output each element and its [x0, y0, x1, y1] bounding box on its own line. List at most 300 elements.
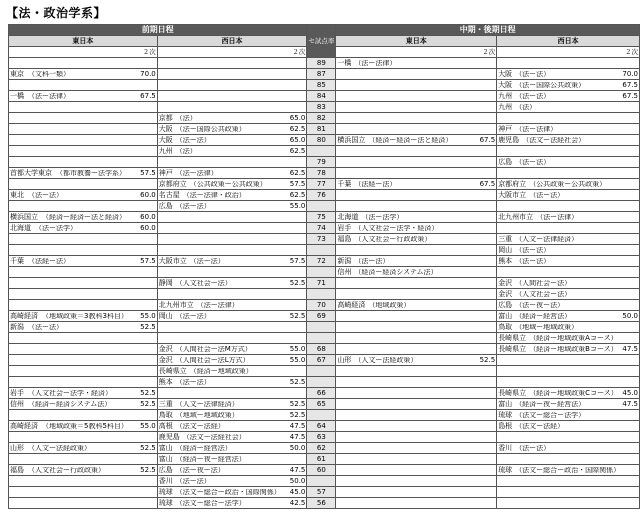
- entry: [10, 214, 156, 221]
- entry: [498, 324, 638, 331]
- entry-cell-d: [497, 289, 640, 300]
- second-exam-score: 52.5: [289, 311, 306, 320]
- table-row: [9, 377, 640, 388]
- university-name: 福島: [337, 234, 352, 243]
- entry-cell-a: [9, 366, 158, 377]
- entry: [159, 203, 306, 210]
- table-row: [9, 201, 640, 212]
- entry: [337, 225, 495, 232]
- university-name: 福島: [10, 465, 24, 474]
- entry-cell-a: [9, 421, 158, 432]
- entry: [498, 214, 638, 221]
- entry-cell-b: [157, 333, 307, 344]
- department-name: （経済ー経営法）: [515, 312, 572, 320]
- score-cell: 70: [307, 300, 336, 311]
- score-cell: [307, 476, 336, 487]
- department-name: （人文社会ー行政政策）: [28, 466, 105, 474]
- score-cell: 81: [307, 124, 336, 135]
- second-exam-score: 60.0: [140, 212, 156, 221]
- entry: [498, 280, 638, 287]
- entry-cell-c: [336, 300, 497, 311]
- university-name: 北海道: [10, 223, 31, 232]
- entry-cell-d: [497, 157, 640, 168]
- university-name: 三重: [158, 399, 173, 408]
- second-exam-score: 62.5: [289, 124, 306, 133]
- second-exam-score: 42.5: [289, 498, 306, 507]
- entry-cell-d: [497, 421, 640, 432]
- department-name: （地域政策＝5教科5科目）: [42, 422, 128, 430]
- entry: [498, 390, 638, 397]
- header-early-west-second: ２次: [157, 47, 307, 58]
- university-name: 琉球: [498, 465, 513, 474]
- entry: [498, 346, 638, 353]
- second-exam-score: 62.5: [289, 168, 306, 177]
- entry-cell-b: [157, 399, 307, 410]
- table-row: [9, 190, 640, 201]
- department-name: （法ー法）: [175, 378, 211, 386]
- department-name: （人文社会ー行政政策）: [354, 235, 432, 243]
- department-name: （法ー法）: [529, 191, 565, 199]
- entry-cell-a: [9, 410, 158, 421]
- entry: [159, 181, 306, 188]
- entry-cell-a: [9, 179, 158, 190]
- entry-cell-c: [336, 476, 497, 487]
- score-table: [8, 24, 640, 509]
- university-name: 九州: [498, 102, 513, 111]
- entry-cell-d: [497, 212, 640, 223]
- department-name: （法ー法律・政治）: [182, 191, 246, 199]
- university-name: 北九州市立: [498, 212, 534, 221]
- university-name: 神戸: [158, 168, 173, 177]
- entry-cell-d: [497, 432, 640, 443]
- header-early-west: 西日本: [157, 36, 307, 47]
- header-kyotsu: セ試点率: [307, 25, 336, 58]
- university-name: 北九州市立: [158, 300, 194, 309]
- entry: [498, 412, 638, 419]
- entry-cell-d: [497, 366, 640, 377]
- entry-cell-a: [9, 443, 158, 454]
- entry-cell-a: [9, 69, 158, 80]
- university-name: 富山: [498, 399, 513, 408]
- department-name: （文科一類）: [28, 70, 70, 78]
- department-name: （法）: [175, 114, 197, 122]
- university-name: 名古屋: [158, 190, 180, 199]
- entry-cell-a: [9, 135, 158, 146]
- table-row: [9, 113, 640, 124]
- department-name: （法）: [515, 103, 537, 111]
- entry: [337, 137, 495, 144]
- university-name: 一橋: [337, 58, 352, 67]
- entry-cell-d: [497, 388, 640, 399]
- university-name: 千葉: [10, 256, 24, 265]
- entry-cell-c: [336, 399, 497, 410]
- entry-cell-c: [336, 410, 497, 421]
- university-name: 熊本: [498, 256, 513, 265]
- second-exam-score: 50.0: [289, 476, 306, 485]
- score-cell: [307, 267, 336, 278]
- table-row: [9, 234, 640, 245]
- university-name: 山形: [10, 443, 24, 452]
- entry-cell-a: [9, 388, 158, 399]
- department-name: （法ー法）: [515, 257, 551, 265]
- entry: [159, 434, 306, 441]
- university-name: 信州: [337, 267, 352, 276]
- university-name: 京都府立: [158, 179, 187, 188]
- entry-cell-a: [9, 223, 158, 234]
- entry: [10, 258, 156, 265]
- entry: [159, 445, 306, 452]
- second-exam-score: 50.0: [622, 311, 638, 320]
- university-name: 大阪: [158, 135, 173, 144]
- entry-cell-a: [9, 344, 158, 355]
- entry: [498, 192, 638, 199]
- university-name: 富山: [158, 454, 173, 463]
- university-name: 長崎県立: [498, 333, 527, 342]
- entry-cell-b: [157, 322, 307, 333]
- header-late-west: 西日本: [497, 36, 640, 47]
- table-row: [9, 102, 640, 113]
- entry-cell-d: [497, 344, 640, 355]
- score-cell: [307, 366, 336, 377]
- university-name: 岩手: [10, 388, 24, 397]
- entry: [10, 170, 156, 177]
- entry: [498, 247, 638, 254]
- second-exam-score: 67.5: [479, 135, 496, 144]
- university-name: 大阪市立: [158, 256, 187, 265]
- table-row: [9, 168, 640, 179]
- second-exam-score: 57.5: [289, 256, 306, 265]
- entry: [159, 137, 306, 144]
- table-row: [9, 454, 640, 465]
- entry-cell-c: [336, 168, 497, 179]
- entry: [159, 170, 306, 177]
- table-row: [9, 179, 640, 190]
- entry-cell-d: [497, 465, 640, 476]
- university-name: 千葉: [337, 179, 352, 188]
- university-name: 高崎経済: [10, 421, 38, 430]
- table-row: [9, 58, 640, 69]
- entry: [10, 93, 156, 100]
- entry: [159, 126, 306, 133]
- entry-cell-c: [336, 201, 497, 212]
- second-exam-score: 52.5: [289, 399, 306, 408]
- entry-cell-a: [9, 476, 158, 487]
- entry-cell-c: [336, 432, 497, 443]
- entry-cell-b: [157, 256, 307, 267]
- department-name: （法文ー総合ー政治・国際関係）: [175, 488, 281, 496]
- department-name: （人文社会ー法）: [175, 279, 232, 287]
- second-exam-score: 45.0: [289, 487, 306, 496]
- entry-cell-d: [497, 80, 640, 91]
- second-exam-score: 45.0: [622, 388, 638, 397]
- table-row: [9, 443, 640, 454]
- entry-cell-b: [157, 355, 307, 366]
- department-name: （人間社会ー法L方式）: [175, 356, 250, 364]
- university-name: 琉球: [158, 498, 173, 507]
- department-name: （法ー法）: [175, 312, 211, 320]
- entry-cell-a: [9, 245, 158, 256]
- second-exam-score: 47.5: [289, 421, 306, 430]
- entry: [498, 445, 638, 452]
- table-row: [9, 410, 640, 421]
- entry: [159, 489, 306, 496]
- entry: [10, 192, 156, 199]
- entry-cell-c: [336, 443, 497, 454]
- second-exam-score: 52.5: [140, 388, 156, 397]
- table-row: [9, 223, 640, 234]
- entry-cell-d: [497, 190, 640, 201]
- entry: [498, 236, 638, 243]
- table-row: [9, 498, 640, 509]
- entry-cell-a: [9, 498, 158, 509]
- university-name: 一橋: [10, 91, 24, 100]
- second-exam-score: 62.5: [289, 190, 306, 199]
- university-name: 琉球: [498, 410, 513, 419]
- university-name: 東京: [10, 69, 24, 78]
- entry-cell-a: [9, 355, 158, 366]
- entry: [498, 181, 638, 188]
- second-exam-score: 57.5: [289, 179, 306, 188]
- entry: [498, 159, 638, 166]
- university-name: 岩手: [337, 223, 352, 232]
- second-exam-score: 67.5: [622, 91, 638, 100]
- second-exam-score: 52.5: [140, 443, 156, 452]
- score-cell: 85: [307, 80, 336, 91]
- entry: [10, 324, 156, 331]
- second-exam-score: 47.5: [289, 465, 306, 474]
- entry-cell-d: [497, 278, 640, 289]
- university-name: 広島: [498, 300, 513, 309]
- entry-cell-c: [336, 91, 497, 102]
- entry-cell-a: [9, 432, 158, 443]
- university-name: 琉球: [158, 487, 173, 496]
- second-exam-score: 47.5: [622, 344, 638, 353]
- entry: [498, 82, 638, 89]
- entry-cell-b: [157, 234, 307, 245]
- university-name: 岡山: [158, 311, 173, 320]
- entry: [10, 467, 156, 474]
- department-name: （法ー法）: [175, 477, 211, 485]
- second-exam-score: 55.0: [289, 344, 306, 353]
- department-name: （法ー法）: [354, 257, 390, 265]
- department-name: （法ー法）: [515, 444, 551, 452]
- university-name: 新潟: [10, 322, 24, 331]
- entry-cell-b: [157, 300, 307, 311]
- entry-cell-c: [336, 278, 497, 289]
- header-early-east-second: ２次: [9, 47, 158, 58]
- university-name: 金沢: [498, 278, 513, 287]
- score-cell: [307, 322, 336, 333]
- department-name: （人文社会ー法学・経済）: [28, 389, 112, 397]
- department-name: （法ー法）: [175, 202, 211, 210]
- entry-cell-a: [9, 146, 158, 157]
- second-exam-score: 57.5: [140, 256, 156, 265]
- entry-cell-c: [336, 135, 497, 146]
- entry: [337, 236, 495, 243]
- entry-cell-b: [157, 58, 307, 69]
- entry-cell-d: [497, 355, 640, 366]
- entry: [498, 313, 638, 320]
- entry-cell-d: [497, 487, 640, 498]
- department-name: （経済ー地域政策）: [189, 367, 253, 375]
- entry: [498, 401, 638, 408]
- score-cell: 73: [307, 234, 336, 245]
- table-row: [9, 256, 640, 267]
- department-name: （人文社会ー法学・経済）: [354, 224, 439, 232]
- department-name: （人間社会ー法M方式）: [175, 345, 252, 353]
- entry-cell-b: [157, 498, 307, 509]
- entry-cell-d: [497, 179, 640, 190]
- entry-cell-a: [9, 201, 158, 212]
- entry-cell-c: [336, 58, 497, 69]
- entry-cell-c: [336, 102, 497, 113]
- entry-cell-c: [336, 80, 497, 91]
- entry-cell-c: [336, 190, 497, 201]
- department-name: （法文ー法経）: [515, 422, 565, 430]
- entry-cell-a: [9, 168, 158, 179]
- department-name: （法ー法律）: [354, 59, 397, 67]
- university-name: 新潟: [337, 256, 352, 265]
- score-cell: 72: [307, 256, 336, 267]
- score-cell: [307, 201, 336, 212]
- entry-cell-a: [9, 58, 158, 69]
- score-cell: 71: [307, 278, 336, 289]
- department-name: （法ー国際公共政策）: [515, 81, 586, 89]
- entry: [337, 258, 495, 265]
- department-name: （都市教養ー法学系）: [56, 169, 126, 177]
- university-name: 長崎県立: [498, 344, 527, 353]
- entry: [498, 104, 638, 111]
- entry-cell-c: [336, 377, 497, 388]
- score-cell: 66: [307, 388, 336, 399]
- entry: [159, 412, 306, 419]
- department-name: （経済ー経済ー法と経済）: [368, 136, 453, 144]
- department-name: （経済ー経済ー法と経済）: [42, 213, 126, 221]
- second-exam-score: 62.5: [289, 146, 306, 155]
- table-row: [9, 388, 640, 399]
- department-name: （経済ー経済システム法）: [28, 400, 112, 408]
- university-name: 広島: [158, 465, 173, 474]
- university-name: 金沢: [158, 344, 173, 353]
- score-cell: [307, 333, 336, 344]
- second-exam-score: 52.5: [479, 355, 496, 364]
- table-row: [9, 421, 640, 432]
- score-cell: 82: [307, 113, 336, 124]
- entry-cell-b: [157, 487, 307, 498]
- department-name: （法ー国際公共政策）: [175, 125, 246, 133]
- entry: [10, 71, 156, 78]
- header-late-east: 東日本: [336, 36, 497, 47]
- department-name: （法ー法律）: [536, 213, 579, 221]
- table-row: [9, 465, 640, 476]
- entry-cell-c: [336, 355, 497, 366]
- entry: [159, 115, 306, 122]
- table-row: [9, 322, 640, 333]
- entry-cell-d: [497, 267, 640, 278]
- entry-cell-b: [157, 432, 307, 443]
- university-name: 香川: [498, 443, 513, 452]
- university-name: 鹿児島: [498, 135, 520, 144]
- department-name: （人文ー法経政策）: [28, 444, 91, 452]
- entry-cell-a: [9, 487, 158, 498]
- entry-cell-a: [9, 212, 158, 223]
- entry-cell-b: [157, 190, 307, 201]
- department-name: （法ー法律）: [28, 92, 70, 100]
- score-cell: 78: [307, 168, 336, 179]
- university-name: 横浜国立: [337, 135, 366, 144]
- department-name: （地域政策）: [368, 301, 411, 309]
- entry-cell-c: [336, 124, 497, 135]
- table-row: [9, 289, 640, 300]
- entry: [159, 258, 306, 265]
- university-name: 三重: [498, 234, 513, 243]
- entry-cell-a: [9, 102, 158, 113]
- entry-cell-a: [9, 465, 158, 476]
- entry: [159, 148, 306, 155]
- score-cell: 64: [307, 421, 336, 432]
- entry-cell-b: [157, 135, 307, 146]
- entry-cell-b: [157, 388, 307, 399]
- second-exam-score: 47.5: [289, 432, 306, 441]
- department-name: （経済ー地域政策Cコース）: [529, 389, 618, 397]
- entry-cell-b: [157, 366, 307, 377]
- university-name: 広島: [158, 201, 173, 210]
- university-name: 高根: [158, 421, 173, 430]
- entry-cell-b: [157, 168, 307, 179]
- entry-cell-d: [497, 399, 640, 410]
- department-name: （法ー法学）: [361, 213, 404, 221]
- entry-cell-b: [157, 201, 307, 212]
- department-name: （人間社会ー法）: [515, 279, 572, 287]
- department-name: （経済ー夜ー経営法）: [175, 455, 246, 463]
- score-cell: 57: [307, 487, 336, 498]
- entry: [159, 500, 306, 507]
- entry: [498, 467, 638, 474]
- university-name: 東北: [10, 190, 24, 199]
- entry: [159, 423, 306, 430]
- score-cell: 62: [307, 443, 336, 454]
- department-name: （経済ー地域政策Bコース）: [529, 345, 618, 353]
- department-name: （法ー法）: [28, 323, 63, 331]
- entry: [498, 291, 638, 298]
- department-name: （人文ー法律経済）: [515, 235, 579, 243]
- table-row: [9, 487, 640, 498]
- entry: [337, 357, 495, 364]
- department-name: （法文ー総合ー政治・国際関係）: [515, 466, 621, 474]
- table-row: [9, 91, 640, 102]
- department-name: （地域ー地域政策）: [515, 323, 579, 331]
- entry-cell-d: [497, 322, 640, 333]
- entry: [10, 225, 156, 232]
- entry-cell-b: [157, 377, 307, 388]
- entry: [159, 313, 306, 320]
- entry-cell-d: [497, 256, 640, 267]
- table-row: [9, 355, 640, 366]
- entry-cell-c: [336, 388, 497, 399]
- entry-cell-c: [336, 311, 497, 322]
- second-exam-score: 70.0: [140, 69, 156, 78]
- university-name: 九州: [158, 146, 173, 155]
- entry-cell-c: [336, 498, 497, 509]
- entry-cell-b: [157, 223, 307, 234]
- second-exam-score: 67.5: [622, 80, 638, 89]
- entry: [159, 368, 306, 375]
- entry-cell-a: [9, 454, 158, 465]
- university-name: 首都大学東京: [10, 168, 52, 177]
- entry-cell-d: [497, 102, 640, 113]
- university-name: 九州: [498, 91, 513, 100]
- entry-cell-b: [157, 146, 307, 157]
